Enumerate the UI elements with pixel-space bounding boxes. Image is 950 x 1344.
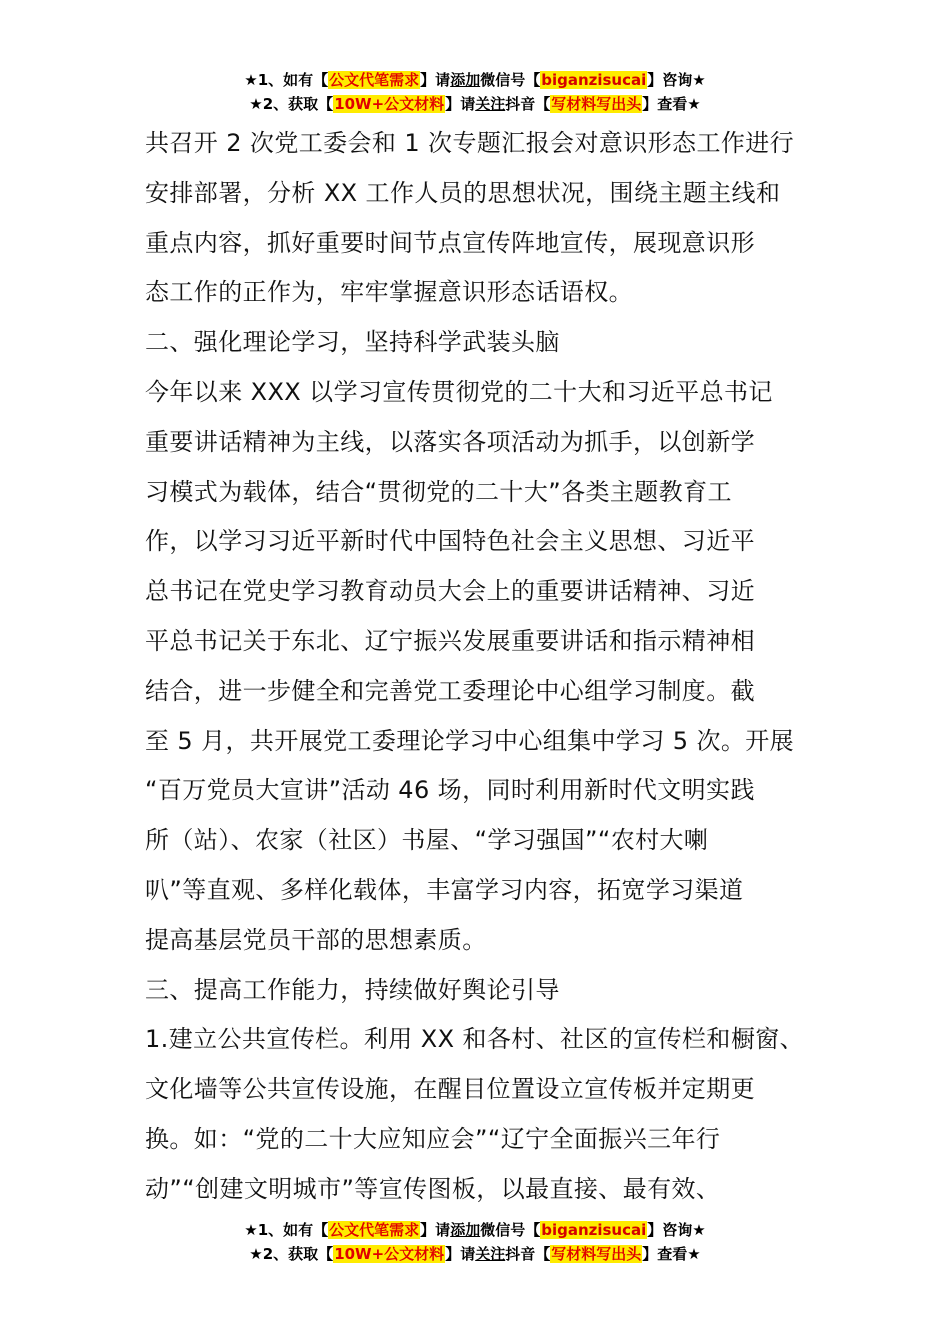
banner-text: 】请: [445, 95, 476, 113]
banner-highlight: 写材料写出头: [551, 1245, 642, 1263]
document-body: [145, 119, 815, 1215]
banner-underlined-text: 添加: [450, 71, 481, 89]
text-line: 叭”等直观、多样化载体，丰富学习内容，拓宽学习渠道: [145, 875, 744, 904]
text-line: 态工作的正作为，牢牢掌握意识形态话语权。: [145, 278, 633, 307]
banner-highlight: biganzisucai: [541, 1221, 647, 1239]
banner-text: 】咨询★: [647, 1221, 706, 1239]
banner-line-1: [0, 1218, 950, 1242]
text-line: 作，以学习习近平新时代中国特色社会主义思想、习近平: [145, 527, 755, 556]
text-line: 提高基层党员干部的思想素质。: [145, 925, 487, 954]
banner-line-2: [0, 1242, 950, 1266]
section-heading: 三、提高工作能力，持续做好舆论引导: [145, 975, 560, 1004]
banner-text: ★2、获取【: [249, 95, 334, 113]
banner-underlined-text: 关注: [475, 1245, 506, 1263]
text-line: 1.建立公共宣传栏。利用 XX 和各村、社区的宣传栏和橱窗、: [145, 1025, 805, 1054]
text-line: 至 5 月，共开展党工委理论学习中心组集中学习 5 次。开展: [145, 726, 795, 755]
banner-text: 】请: [445, 1245, 476, 1263]
text-line: 换。如：“党的二十大应知应会”“辽宁全面振兴三年行: [145, 1124, 721, 1153]
header-banner: [0, 68, 950, 116]
banner-text: 】查看★: [642, 95, 701, 113]
text-line: “百万党员大宣讲”活动 46 场，同时利用新时代文明实践: [145, 776, 755, 805]
banner-highlight: 公文代笔需求: [329, 1221, 420, 1239]
banner-text: ★1、如有【: [244, 71, 329, 89]
text-line: 文化墙等公共宣传设施，在醒目位置设立宣传板并定期更: [145, 1075, 755, 1104]
text-line: 重点内容，抓好重要时间节点宣传阵地宣传，展现意识形: [145, 228, 755, 257]
text-line: 今年以来 XXX 以学习宣传贯彻党的二十大和习近平总书记: [145, 377, 773, 406]
text-line: 重要讲话精神为主线，以落实各项活动为抓手，以创新学: [145, 427, 755, 456]
text-line: 共召开 2 次党工委会和 1 次专题汇报会对意识形态工作进行: [145, 129, 795, 157]
banner-text: 抖音【: [505, 1245, 551, 1263]
text-line: 所（站）、农家（社区）书屋、“学习强国”“农村大喇: [145, 826, 709, 855]
banner-text: ★2、获取【: [249, 1245, 334, 1263]
text-line: 总书记在党史学习教育动员大会上的重要讲话精神、习近: [145, 577, 755, 606]
banner-underlined-text: 关注: [475, 95, 506, 113]
banner-line-1: [0, 68, 950, 92]
banner-underlined-text: 添加: [450, 1221, 481, 1239]
banner-text: 抖音【: [505, 95, 551, 113]
banner-text: 】查看★: [642, 1245, 701, 1263]
text-line: 平总书记关于东北、辽宁振兴发展重要讲话和指示精神相: [145, 626, 755, 655]
banner-text: 微信号【: [480, 1221, 541, 1239]
text-line: 习模式为载体，结合“贯彻党的二十大”各类主题教育工: [145, 477, 732, 506]
text-line: 结合，进一步健全和完善党工委理论中心组学习制度。截: [145, 676, 755, 705]
section-heading: 二、强化理论学习，坚持科学武装头脑: [145, 328, 560, 357]
banner-highlight: biganzisucai: [541, 71, 647, 89]
banner-text: 微信号【: [480, 71, 541, 89]
banner-text: 】请: [420, 71, 451, 89]
banner-highlight: 公文代笔需求: [329, 71, 420, 89]
banner-text: 】咨询★: [647, 71, 706, 89]
banner-highlight: 10W+公文材料: [334, 1245, 445, 1263]
text-line: 动”“创建文明城市”等宣传图板，以最直接、最有效、: [145, 1174, 721, 1203]
banner-highlight: 10W+公文材料: [334, 95, 445, 113]
banner-text: ★1、如有【: [244, 1221, 329, 1239]
footer-banner: [0, 1218, 950, 1266]
banner-text: 】请: [420, 1221, 451, 1239]
banner-line-2: [0, 92, 950, 116]
banner-highlight: 写材料写出头: [551, 95, 642, 113]
text-line: 安排部署，分析 XX 工作人员的思想状况，围绕主题主线和: [145, 178, 781, 207]
